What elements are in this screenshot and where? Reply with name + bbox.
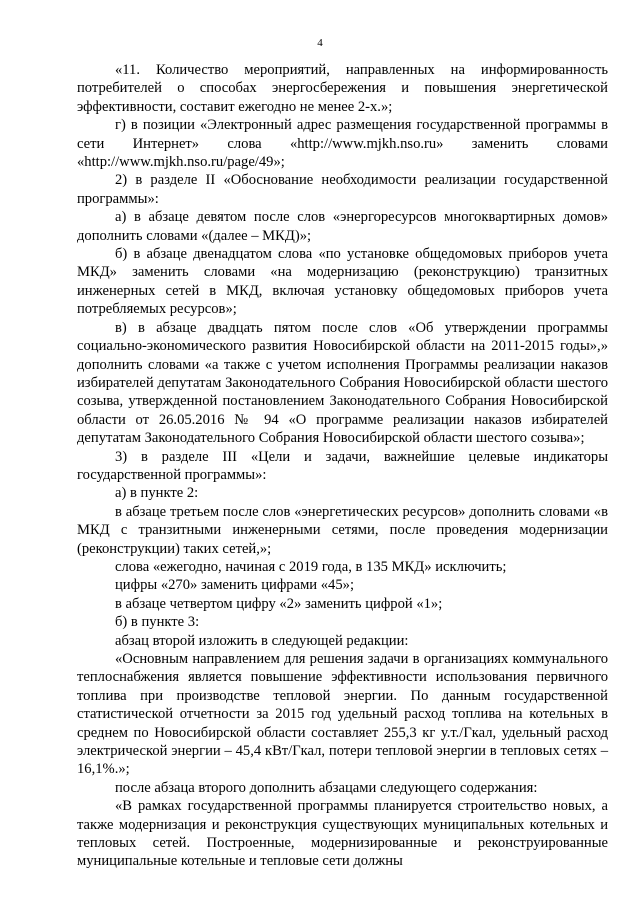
paragraph-section-3: 3) в разделе III «Цели и задачи, важнейшие целевые индикаторы государственной программы»: [77, 448, 608, 483]
paragraph-section-3-a-4: в абзаце четвертом цифру «2» заменить цифрой «1»; [115, 595, 443, 612]
paragraph-section-2-a: а) в абзаце девятом после слов «энергоресурсов многоквартирных домов» дополнить словами «(далее – МКД)»; [77, 209, 608, 244]
paragraph-section-3-b: б) в пункте 3: [115, 614, 200, 631]
paragraph-section-2: 2) в разделе II «Обоснование необходимости реализации государственной программы»: [77, 172, 608, 207]
document-body [77, 61, 608, 871]
paragraph-section-3-b-1: абзац второй изложить в следующей редакции: [115, 632, 409, 649]
paragraph-after-second: после абзаца второго дополнить абзацами следующего содержания: [115, 779, 538, 796]
paragraph-internet-address: г) в позиции «Электронный адрес размещения государственной программы в сети Интернет» слова «http://www.mjkh.nso.ru» заменить словами «http://www.mjkh.nso.ru/page/49»; [77, 117, 608, 171]
paragraph-section-2-v: в) в абзаце двадцать пятом после слов «Об утверждении программы социально-экономического развития Новосибирской области на 2011-2015 годы»,» дополнить словами «а также с учетом исполнения Программы реализации наказов избирателей депутатам Законодательного Собрания Новосибирской области шестого созыва, утвержденной постановлением Законодательного Собрания Новосибирской области от 26.05.2016 № 94 «О программе реализации наказов избирателей депутатам Законодательного Собрания Новосибирской области шестого созыва»; [77, 319, 608, 447]
paragraph-quoted-main-direction: «Основным направлением для решения задачи в организациях коммунального теплоснабжения является повышение эффективности использования первичного топлива при производстве тепловой энергии. По данным государственной статистической отчетности за 2015 год удельный расход топлива на котельных в среднем по Новосибирской области составляет 255,3 кг у.т./Гкал, удельный расход электрической энергии – 45,4 кВт/Гкал, потери тепловой энергии в тепловых сетях – 16,1%.»; [77, 651, 608, 778]
paragraph-section-3-a-1: в абзаце третьем после слов «энергетических ресурсов» дополнить словами «в МКД с транзитными инженерными сетями, после проведения модернизации (реконструкции) таких сетей,»; [77, 503, 608, 557]
paragraph-section-3-a-2: слова «ежегодно, начиная с 2019 года, в 135 МКД» исключить; [115, 558, 507, 575]
paragraph-section-2-b: б) в абзаце двенадцатом слова «по установке общедомовых приборов учета МКД» заменить словами «на модернизацию (реконструкцию) транзитных инженерных сетей в МКД, включая установку общедомовых приборов учета потребляемых ресурсов»; [77, 246, 608, 318]
paragraph-section-3-a-3: цифры «270» заменить цифрами «45»; [115, 577, 355, 594]
paragraph-quoted-construction: «В рамках государственной программы планируется строительство новых, а также модернизация и реконструкция существующих муниципальных котельных и тепловых сетей. Построенные, модернизированные и реконструированные муниципальные котельные и тепловые сети должны [77, 798, 608, 870]
page-number: 4 [317, 37, 323, 49]
paragraph-section-3-a: а) в пункте 2: [115, 485, 199, 502]
paragraph-item-11: «11. Количество мероприятий, направленных на информированность потребителей о способах энергосбережения и повышения энергетической эффективности, составит ежегодно не менее 2-х.»; [77, 62, 608, 115]
